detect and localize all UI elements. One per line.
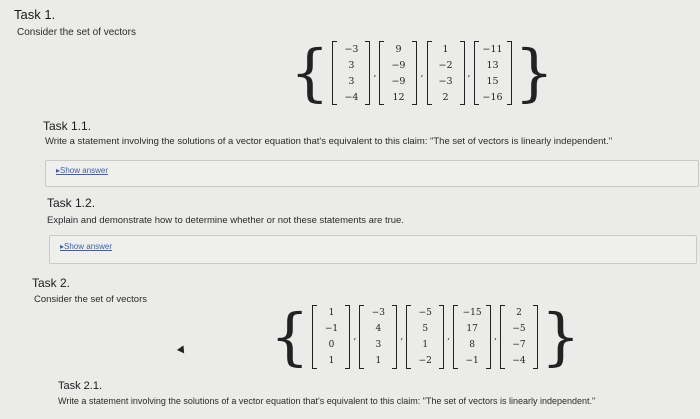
comma-separator: , xyxy=(400,332,404,342)
right-bracket xyxy=(392,305,397,369)
task1-2-show-answer-button[interactable] xyxy=(60,242,112,251)
right-bracket xyxy=(412,41,417,105)
vector-entry: −2 xyxy=(438,59,453,71)
task1-vector-set xyxy=(290,36,554,109)
vector-entry: −4 xyxy=(344,91,359,103)
vector-entry: 0 xyxy=(328,340,335,350)
task1-2-answer-box xyxy=(49,235,697,264)
vector-entry: −5 xyxy=(418,308,432,318)
task2-1-prompt: Write a statement involving the solutions of a vector equation that's equivalent to this claim: "The set of vectors is linearly independent." xyxy=(58,396,596,406)
task1-1-show-answer-button[interactable] xyxy=(56,166,108,175)
vector-entry: 12 xyxy=(392,91,405,103)
comma-separator: , xyxy=(494,332,497,342)
vector-entry: 1 xyxy=(442,43,449,55)
task1-2-prompt: Explain and demonstrate how to determine whether or not these statements are true. xyxy=(47,215,404,226)
task1-intro: Consider the set of vectors xyxy=(17,27,136,38)
task1-vector xyxy=(332,41,370,105)
vector-entries xyxy=(458,305,486,369)
right-bracket xyxy=(533,305,538,369)
task1-right-brace: } xyxy=(514,36,554,109)
vector-entry: −9 xyxy=(391,59,406,71)
vector-entry: −3 xyxy=(438,75,453,87)
vector-entry: 3 xyxy=(348,59,355,71)
task2-left-brace: { xyxy=(270,300,310,373)
vector-entries xyxy=(317,305,345,369)
vector-entry: −7 xyxy=(512,340,526,350)
task1-title: Task 1. xyxy=(14,7,56,22)
comma-separator: , xyxy=(353,332,357,342)
vector-entry: 2 xyxy=(442,91,449,103)
task1-vector xyxy=(427,41,465,105)
vector-entry: 15 xyxy=(486,75,499,87)
vector-entry: −3 xyxy=(371,308,385,318)
triangle-right-icon: ▸ xyxy=(56,166,61,175)
vector-entry: −3 xyxy=(344,43,359,55)
task1-left-brace: { xyxy=(290,36,330,109)
task2-vector xyxy=(359,305,397,369)
vector-entry: 5 xyxy=(422,324,429,334)
task2-vector xyxy=(500,305,538,369)
vector-entry: 4 xyxy=(375,324,382,334)
vector-entry: −1 xyxy=(465,356,479,366)
vector-entry: −9 xyxy=(391,75,406,87)
vector-entry: 13 xyxy=(486,59,499,71)
task2-vector xyxy=(312,305,350,369)
comma-separator: , xyxy=(373,67,377,79)
vector-entry: −2 xyxy=(418,356,432,366)
task1-2-title: Task 1.2. xyxy=(47,196,96,210)
vector-entry: 8 xyxy=(469,340,475,350)
vector-entry: 1 xyxy=(328,356,335,366)
vector-entry: −5 xyxy=(512,324,526,334)
task1-1-show-answer-label: Show answer xyxy=(60,166,109,175)
vector-entry: 1 xyxy=(375,356,382,366)
mouse-cursor-icon xyxy=(177,344,187,354)
right-bracket xyxy=(507,41,512,105)
vector-entry: 1 xyxy=(422,340,429,350)
task1-1-answer-box xyxy=(45,160,699,187)
right-bracket xyxy=(345,305,350,369)
triangle-right-icon: ▸ xyxy=(60,242,65,251)
task1-vector xyxy=(379,41,417,105)
vector-entry: 3 xyxy=(375,340,382,350)
comma-separator: , xyxy=(420,67,424,79)
vector-entries xyxy=(505,305,533,369)
right-bracket xyxy=(486,305,491,369)
vector-entry: −1 xyxy=(324,324,339,334)
vector-entries xyxy=(337,41,365,105)
vector-entry: 2 xyxy=(516,308,522,318)
task2-1-title: Task 2.1. xyxy=(58,380,103,392)
right-bracket xyxy=(460,41,465,105)
task2-vector xyxy=(453,305,491,369)
vector-entry: 1 xyxy=(328,308,335,318)
task2-right-brace: } xyxy=(540,300,581,373)
right-bracket xyxy=(365,41,370,105)
vector-entry: −16 xyxy=(482,91,503,103)
vector-entries xyxy=(479,41,507,105)
vector-entry: 17 xyxy=(466,324,478,334)
task1-1-prompt: Write a statement involving the solutions of a vector equation that's equivalent to this claim: "The set of vectors is linearly independent." xyxy=(45,136,613,147)
task1-2-show-answer-label: Show answer xyxy=(64,242,113,251)
task2-title: Task 2. xyxy=(32,276,71,290)
vector-entries xyxy=(432,41,460,105)
task2-vector xyxy=(406,305,444,369)
task1-1-title: Task 1.1. xyxy=(43,119,92,133)
vector-entry: −15 xyxy=(462,308,482,318)
comma-separator: , xyxy=(447,332,451,342)
comma-separator: , xyxy=(467,67,471,79)
vector-entry: 9 xyxy=(395,43,402,55)
vector-entries xyxy=(411,305,439,369)
right-bracket xyxy=(439,305,444,369)
vector-entry: 3 xyxy=(348,75,355,87)
task2-vector-set xyxy=(270,300,581,373)
vector-entries xyxy=(384,41,412,105)
task1-vector xyxy=(474,41,512,105)
vector-entries xyxy=(364,305,392,369)
vector-entry: −4 xyxy=(512,356,526,366)
vector-entry: −11 xyxy=(482,43,503,55)
task2-intro: Consider the set of vectors xyxy=(34,294,147,305)
